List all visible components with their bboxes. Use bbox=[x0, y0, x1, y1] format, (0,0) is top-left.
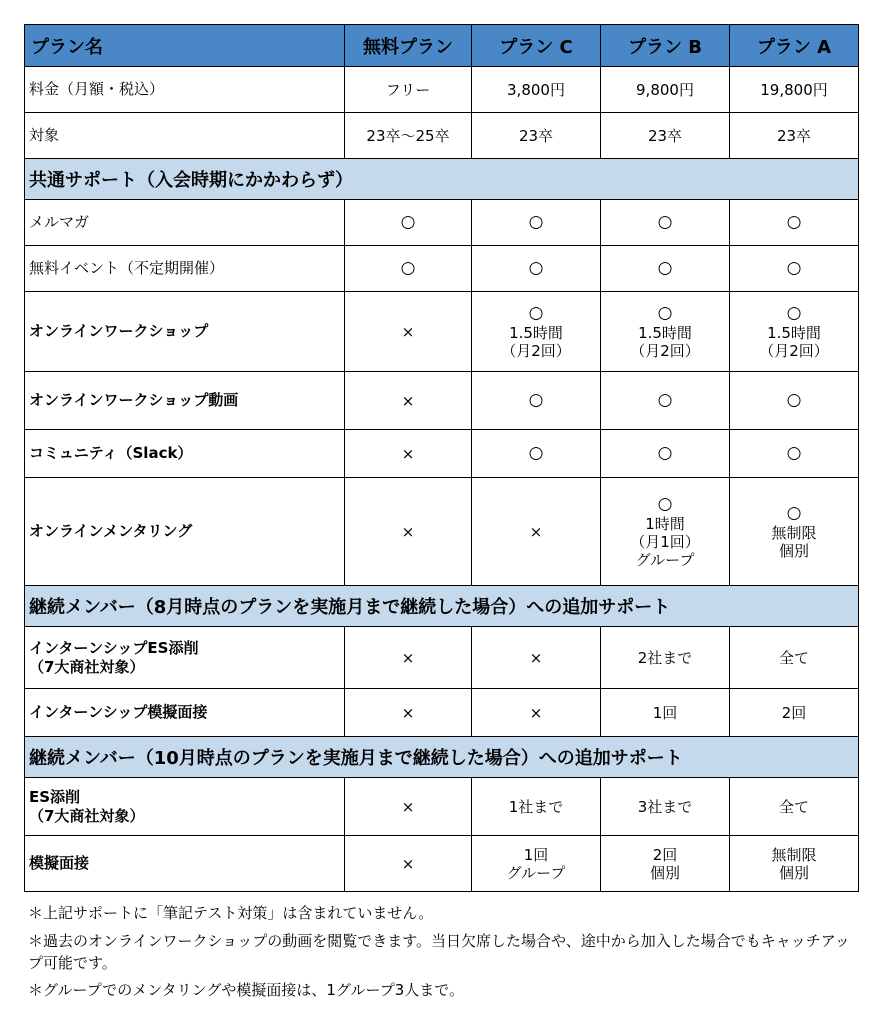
plan-cell bbox=[472, 689, 601, 737]
table-row bbox=[25, 292, 859, 372]
row-label-line: （7大商社対象） bbox=[29, 806, 145, 825]
cell-value: グループ bbox=[635, 550, 695, 569]
cell-value: ○ bbox=[786, 443, 802, 464]
cell-value: 1回 bbox=[523, 845, 549, 864]
plan-cell bbox=[730, 430, 859, 478]
plan-cell bbox=[345, 67, 472, 113]
plan-comparison-table bbox=[24, 24, 859, 892]
plan-cell bbox=[345, 292, 472, 372]
plan-cell bbox=[601, 246, 730, 292]
plan-cell bbox=[472, 836, 601, 892]
row-label-line: オンラインワークショップ bbox=[29, 322, 209, 341]
row-label-line: メルマガ bbox=[29, 213, 90, 232]
row-label bbox=[25, 478, 345, 586]
cell-value: 2社まで bbox=[637, 648, 693, 667]
cell-value: ○ bbox=[786, 258, 802, 279]
row-label bbox=[25, 627, 345, 689]
plan-cell bbox=[730, 67, 859, 113]
cell-value: × bbox=[401, 322, 415, 341]
table-row bbox=[25, 246, 859, 292]
plan-cell bbox=[601, 200, 730, 246]
cell-value: ○ bbox=[657, 390, 673, 411]
cell-value: 23卒 bbox=[647, 126, 683, 145]
table-header-row bbox=[25, 25, 859, 67]
plan-cell bbox=[730, 292, 859, 372]
row-label bbox=[25, 200, 345, 246]
cell-value: ○ bbox=[786, 212, 802, 233]
plan-cell bbox=[730, 200, 859, 246]
cell-value: × bbox=[529, 522, 543, 541]
row-label-line: （7大商社対象） bbox=[29, 657, 145, 676]
cell-value: × bbox=[401, 854, 415, 873]
plan-cell bbox=[345, 113, 472, 159]
plan-cell bbox=[601, 627, 730, 689]
row-label-line: ES添削 bbox=[29, 787, 81, 806]
cell-value: 2回 bbox=[652, 845, 678, 864]
plan-cell bbox=[730, 113, 859, 159]
cell-value: × bbox=[529, 703, 543, 722]
cell-value: 19,800円 bbox=[760, 80, 828, 99]
table-row bbox=[25, 478, 859, 586]
plan-cell bbox=[472, 246, 601, 292]
cell-value: ○ bbox=[528, 258, 544, 279]
plan-cell bbox=[472, 200, 601, 246]
plan-cell bbox=[345, 478, 472, 586]
table-row bbox=[25, 113, 859, 159]
row-label-line: オンラインワークショップ動画 bbox=[29, 391, 239, 410]
cell-value: （月2回） bbox=[501, 341, 571, 360]
row-label bbox=[25, 67, 345, 113]
table-row bbox=[25, 836, 859, 892]
cell-value: ○ bbox=[786, 390, 802, 411]
footnote: ＊上記サポートに「筆記テスト対策」は含まれていません。 bbox=[28, 904, 434, 922]
plan-cell bbox=[472, 292, 601, 372]
table-row bbox=[25, 689, 859, 737]
row-label-line: 無料イベント（不定期開催） bbox=[29, 259, 225, 278]
cell-value: ○ bbox=[528, 212, 544, 233]
plan-cell bbox=[730, 372, 859, 430]
plan-cell bbox=[601, 113, 730, 159]
cell-value: ○ bbox=[786, 503, 802, 524]
section-header-row bbox=[25, 586, 859, 627]
cell-value: 9,800円 bbox=[636, 80, 694, 99]
cell-value: ○ bbox=[400, 258, 416, 279]
cell-value: グループ bbox=[506, 863, 566, 882]
section-header-row bbox=[25, 159, 859, 200]
row-label-line: 模擬面接 bbox=[29, 854, 90, 873]
plan-cell bbox=[345, 246, 472, 292]
cell-value: ○ bbox=[657, 443, 673, 464]
footnotes bbox=[28, 903, 858, 1008]
table-row bbox=[25, 430, 859, 478]
section-title: 継続メンバー（10月時点のプランを実施月まで継続した場合）への追加サポート bbox=[25, 737, 859, 778]
cell-value: 個別 bbox=[649, 863, 680, 882]
cell-value: × bbox=[401, 522, 415, 541]
plan-cell bbox=[730, 246, 859, 292]
plan-cell bbox=[601, 778, 730, 836]
plan-cell bbox=[345, 689, 472, 737]
cell-value: 3,800円 bbox=[507, 80, 565, 99]
footnote: ＊過去のオンラインワークショップの動画を閲覧できます。当日欠席した場合や、途中から加入した場合でもキャッチアップ可能です。 bbox=[28, 931, 850, 972]
cell-value: ○ bbox=[528, 303, 544, 324]
cell-value: ○ bbox=[657, 494, 673, 515]
footnote: ＊グループでのメンタリングや模擬面接は、1グループ3人まで。 bbox=[28, 981, 464, 1000]
cell-value: × bbox=[401, 391, 415, 410]
plan-cell bbox=[601, 372, 730, 430]
plan-cell bbox=[601, 836, 730, 892]
row-label-line: コミュニティ（Slack） bbox=[29, 444, 193, 463]
table-row bbox=[25, 778, 859, 836]
section-title: 継続メンバー（8月時点のプランを実施月まで継続した場合）への追加サポート bbox=[25, 586, 859, 627]
table-row bbox=[25, 67, 859, 113]
cell-value: 1.5時間 bbox=[509, 323, 563, 342]
plan-cell bbox=[601, 292, 730, 372]
cell-value: フリー bbox=[385, 80, 431, 99]
plan-cell bbox=[345, 627, 472, 689]
row-label-line: インターンシップ模擬面接 bbox=[29, 703, 208, 722]
plan-cell bbox=[345, 836, 472, 892]
plan-cell bbox=[730, 627, 859, 689]
cell-value: 23卒～25卒 bbox=[366, 126, 450, 145]
row-label-line: インターンシップES添削 bbox=[29, 638, 199, 657]
cell-value: （月1回） bbox=[630, 532, 700, 551]
cell-value: （月2回） bbox=[759, 341, 829, 360]
plan-cell bbox=[472, 778, 601, 836]
row-label bbox=[25, 430, 345, 478]
plan-cell bbox=[472, 67, 601, 113]
row-label bbox=[25, 689, 345, 737]
header-plan-b: プラン B bbox=[601, 25, 730, 67]
plan-cell bbox=[601, 478, 730, 586]
cell-value: 1時間 bbox=[645, 514, 685, 533]
cell-value: （月2回） bbox=[630, 341, 700, 360]
plan-cell bbox=[601, 430, 730, 478]
plan-cell bbox=[472, 372, 601, 430]
section-header-row bbox=[25, 737, 859, 778]
cell-value: × bbox=[401, 797, 415, 816]
row-label bbox=[25, 836, 345, 892]
cell-value: ○ bbox=[657, 258, 673, 279]
cell-value: 無制限 bbox=[771, 845, 817, 864]
plan-cell bbox=[730, 836, 859, 892]
header-plan-c: プラン C bbox=[472, 25, 601, 67]
header-plan-name: プラン名 bbox=[25, 25, 345, 67]
section-title: 共通サポート（入会時期にかかわらず） bbox=[25, 159, 859, 200]
cell-value: × bbox=[401, 703, 415, 722]
cell-value: ○ bbox=[528, 443, 544, 464]
cell-value: 個別 bbox=[778, 863, 809, 882]
row-label bbox=[25, 113, 345, 159]
cell-value: 全て bbox=[778, 648, 809, 667]
table-row bbox=[25, 200, 859, 246]
row-label bbox=[25, 372, 345, 430]
plan-cell bbox=[345, 200, 472, 246]
cell-value: 個別 bbox=[778, 541, 809, 560]
table-body bbox=[25, 67, 859, 892]
cell-value: × bbox=[401, 648, 415, 667]
cell-value: ○ bbox=[786, 303, 802, 324]
plan-cell bbox=[730, 778, 859, 836]
plan-cell bbox=[730, 478, 859, 586]
table-row bbox=[25, 372, 859, 430]
plan-cell bbox=[345, 372, 472, 430]
row-label bbox=[25, 292, 345, 372]
cell-value: 1社まで bbox=[508, 797, 564, 816]
plan-cell bbox=[472, 627, 601, 689]
cell-value: 2回 bbox=[781, 703, 807, 722]
cell-value: ○ bbox=[657, 212, 673, 233]
plan-cell bbox=[345, 430, 472, 478]
header-plan-a: プラン A bbox=[730, 25, 859, 67]
row-label-line: 料金（月額・税込） bbox=[29, 80, 165, 99]
table-row bbox=[25, 627, 859, 689]
cell-value: 23卒 bbox=[776, 126, 812, 145]
cell-value: × bbox=[529, 648, 543, 667]
plan-cell bbox=[472, 430, 601, 478]
cell-value: 23卒 bbox=[518, 126, 554, 145]
cell-value: 1.5時間 bbox=[638, 323, 692, 342]
cell-value: × bbox=[401, 444, 415, 463]
row-label-line: オンラインメンタリング bbox=[29, 522, 193, 541]
plan-cell bbox=[472, 478, 601, 586]
plan-cell bbox=[601, 689, 730, 737]
plan-cell bbox=[345, 778, 472, 836]
cell-value: 1.5時間 bbox=[767, 323, 821, 342]
cell-value: 3社まで bbox=[637, 797, 693, 816]
header-free-plan: 無料プラン bbox=[345, 25, 472, 67]
cell-value: ○ bbox=[528, 390, 544, 411]
cell-value: 無制限 bbox=[771, 523, 817, 542]
plan-cell bbox=[730, 689, 859, 737]
plan-cell bbox=[472, 113, 601, 159]
cell-value: 全て bbox=[778, 797, 809, 816]
cell-value: 1回 bbox=[652, 703, 678, 722]
row-label bbox=[25, 778, 345, 836]
cell-value: ○ bbox=[400, 212, 416, 233]
plan-cell bbox=[601, 67, 730, 113]
row-label-line: 対象 bbox=[29, 126, 60, 145]
cell-value: ○ bbox=[657, 303, 673, 324]
row-label bbox=[25, 246, 345, 292]
